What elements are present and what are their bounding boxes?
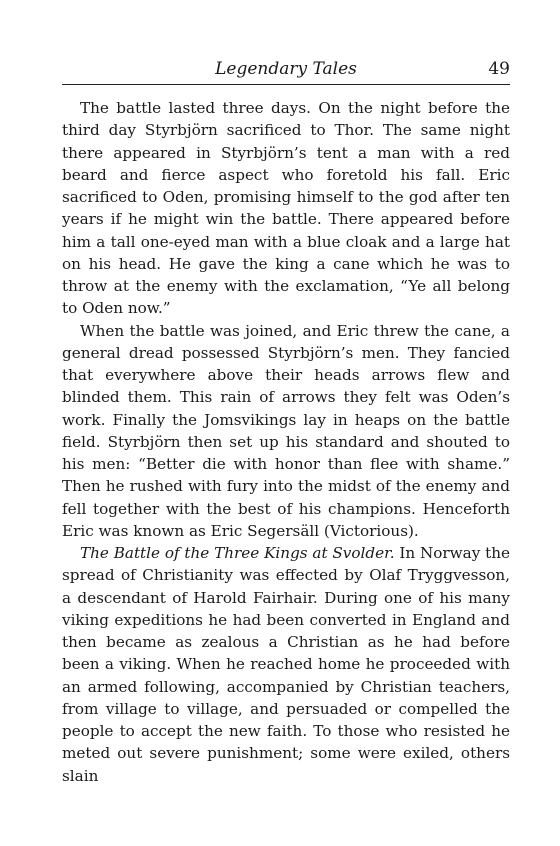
running-header [62,58,510,82]
paragraph-text: When the battle was joined, and Eric threw the cane, a general dread possessed Styrbjörn’s men. They fancied that everywhere above their heads arrows flew and blinded them. This rain of arrows they felt was Oden’s work. Finally the Jomsvikings lay in heaps on the battle field. Styrbjörn then set up his standard and shouted to his men: “Better die with honor than flee with shame.” Then he rushed with fury into the midst of the enemy and fell together with the best of his champions. Henceforth Eric was known as Eric Segersäll (Victorious). [62,321,510,540]
running-title: Legendary Tales [215,59,357,79]
header-rule [62,84,510,85]
paragraph [62,97,510,320]
section-heading: The Battle of the Three Kings at Svolder. [80,544,395,562]
paragraph-text: In Norway the spread of Christianity was effected by Olaf Tryggvesson, a descendant of Harold Fairhair. During one of his many viking expeditions he had been converted in England and then became as zealous a Christian as he had before been a viking. When he reached home he proceeded with an armed following, accompanied by Christian teachers, from village to village, and persuaded or compelled the people to accept the new faith. To those who resisted he meted out severe punishment; some were exiled, others slain [62,544,510,785]
page-number: 49 [488,59,510,79]
paragraph [62,542,510,787]
body-text [62,97,510,787]
paragraph-text: The battle lasted three days. On the night before the third day Styrbjörn sacrificed to Thor. The same night there appeared in Styrbjörn’s tent a man with a red beard and fierce aspect who foretold his fall. Eric sacrificed to Oden, promising himself to the god after ten years if he might win the battle. There appeared before him a tall one-eyed man with a blue cloak and a large hat on his head. He gave the king a cane which he was to throw at the enemy with the exclamation, “Ye all belong to Oden now.” [62,99,510,318]
paragraph [62,320,510,543]
